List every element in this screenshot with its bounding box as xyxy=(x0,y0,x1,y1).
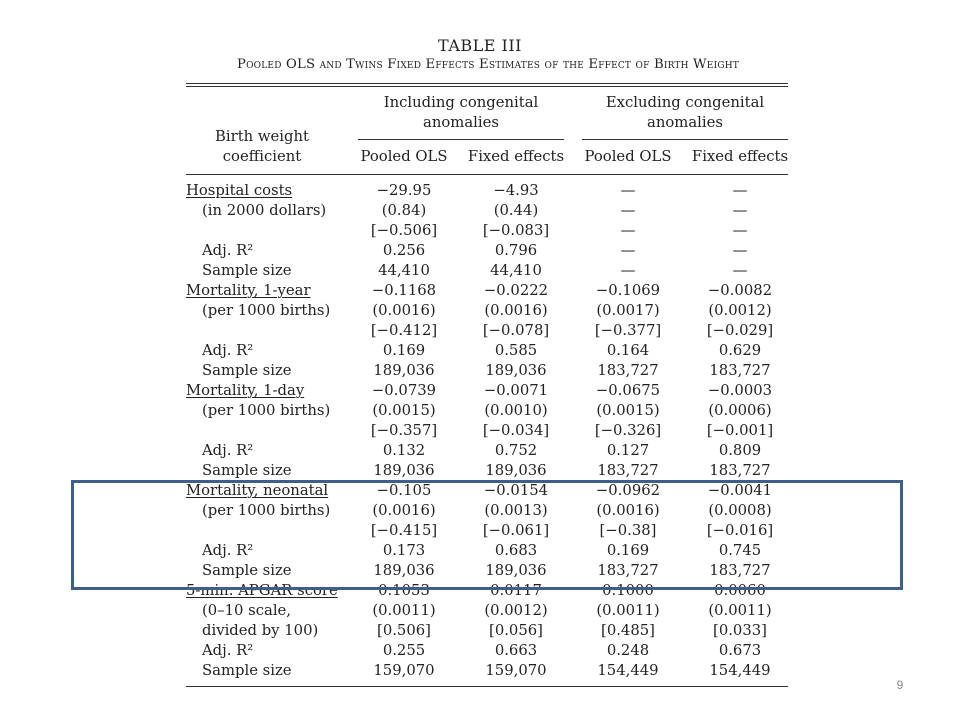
table-cell: (0.0008) xyxy=(708,502,772,519)
table-cell: −0.0739 xyxy=(371,382,437,399)
group-rule-excluding xyxy=(582,139,788,140)
table-cell: 0.745 xyxy=(718,542,762,559)
row-sub-label: Sample size xyxy=(202,262,292,279)
table-cell: 44,410 xyxy=(378,262,430,279)
table-cell: 183,727 xyxy=(709,562,771,579)
column-header-fixed-effects-excl: Fixed effects xyxy=(691,148,789,165)
table-cell: [−0.016] xyxy=(706,522,774,539)
table-cell: −4.93 xyxy=(493,182,539,199)
table-cell: — xyxy=(620,242,636,259)
table-cell: [−0.415] xyxy=(370,522,438,539)
table-subtitle: Pooled OLS and Twins Fixed Effects Estimates of the Effect of Birth Weight xyxy=(237,57,739,72)
table-cell: (0.0013) xyxy=(484,502,548,519)
table-cell: 189,036 xyxy=(485,562,547,579)
table-cell: [−0.377] xyxy=(594,322,662,339)
table-cell: [0.506] xyxy=(377,622,431,639)
table-cell: (0.0015) xyxy=(596,402,660,419)
table-cell: — xyxy=(620,262,636,279)
table-cell: 0.169 xyxy=(606,542,650,559)
table-cell: (0.0012) xyxy=(708,302,772,319)
table-cell: (0.0006) xyxy=(708,402,772,419)
table-cell: [−0.034] xyxy=(482,422,550,439)
row-sub-label: Adj. R² xyxy=(202,442,254,459)
table-cell: 44,410 xyxy=(490,262,542,279)
row-sub-label: Adj. R² xyxy=(202,342,254,359)
table-cell: (0.0015) xyxy=(372,402,436,419)
table-cell: 183,727 xyxy=(709,462,771,479)
table-cell: 0.0060 xyxy=(714,582,766,599)
table-cell: 189,036 xyxy=(373,362,435,379)
table-cell: 154,449 xyxy=(709,662,771,679)
row-sub-label: divided by 100) xyxy=(202,622,319,639)
table-cell: 0.132 xyxy=(382,442,426,459)
bottom-rule xyxy=(186,686,788,687)
table-cell: (0.44) xyxy=(493,202,539,219)
table-cell: [−0.412] xyxy=(370,322,438,339)
row-heading-label: 5-min. APGAR score xyxy=(186,582,338,599)
table-cell: 0.173 xyxy=(382,542,426,559)
table-cell: 0.1053 xyxy=(378,582,430,599)
table-cell: 0.1000 xyxy=(602,582,654,599)
table-cell: 0.809 xyxy=(718,442,762,459)
row-sub-label: Adj. R² xyxy=(202,242,254,259)
table-cell: 0.629 xyxy=(718,342,762,359)
table-cell: 183,727 xyxy=(597,562,659,579)
table-cell: — xyxy=(620,182,636,199)
table-cell: — xyxy=(620,202,636,219)
table-cell: [−0.029] xyxy=(706,322,774,339)
row-sub-label: Adj. R² xyxy=(202,542,254,559)
table-cell: 0.248 xyxy=(606,642,650,659)
table-cell: 0.255 xyxy=(382,642,426,659)
row-sub-label: (per 1000 births) xyxy=(202,302,331,319)
row-heading-label: Mortality, 1-year xyxy=(186,282,311,299)
group-header-including-line1: Including congenital xyxy=(383,94,539,111)
table-cell: [−0.326] xyxy=(594,422,662,439)
row-sub-label: Sample size xyxy=(202,662,292,679)
table-cell: — xyxy=(620,222,636,239)
table-cell: 0.585 xyxy=(494,342,538,359)
table-cell: 189,036 xyxy=(485,362,547,379)
table-cell: (0.0017) xyxy=(596,302,660,319)
table-cell: (0.0016) xyxy=(372,302,436,319)
table-cell: (0.0011) xyxy=(372,602,436,619)
table-cell: 154,449 xyxy=(597,662,659,679)
table-cell: −0.0082 xyxy=(707,282,773,299)
row-sub-label: (per 1000 births) xyxy=(202,502,331,519)
table-cell: 0.752 xyxy=(494,442,538,459)
table-cell: [−0.38] xyxy=(599,522,657,539)
table-cell: 0.796 xyxy=(494,242,538,259)
table-title: TABLE III xyxy=(438,36,522,55)
table-cell: — xyxy=(732,262,748,279)
table-cell: (0.0016) xyxy=(484,302,548,319)
column-header-pooled-ols-excl: Pooled OLS xyxy=(584,148,672,165)
table-cell: 189,036 xyxy=(373,562,435,579)
table-cell: −0.1069 xyxy=(595,282,661,299)
table-cell: −0.0041 xyxy=(707,482,773,499)
table-cell: 0.663 xyxy=(494,642,538,659)
top-rule-2 xyxy=(186,86,788,87)
table-cell: (0.0016) xyxy=(372,502,436,519)
table-cell: (0.0010) xyxy=(484,402,548,419)
table-cell: −0.0962 xyxy=(595,482,661,499)
table-cell: — xyxy=(732,182,748,199)
table-cell: 0.164 xyxy=(606,342,650,359)
table-cell: −0.1168 xyxy=(371,282,437,299)
table-cell: 159,070 xyxy=(485,662,547,679)
table-cell: −0.0071 xyxy=(483,382,549,399)
row-header-line1: Birth weight xyxy=(215,128,309,145)
table-cell: −0.0222 xyxy=(483,282,549,299)
highlight-box xyxy=(71,480,903,590)
table-cell: 183,727 xyxy=(709,362,771,379)
top-rule xyxy=(186,83,788,84)
table-cell: (0.0016) xyxy=(596,502,660,519)
table-cell: 189,036 xyxy=(373,462,435,479)
table-cell: 189,036 xyxy=(485,462,547,479)
row-header-line2: coefficient xyxy=(222,148,302,165)
table-cell: −29.95 xyxy=(376,182,432,199)
table-cell: [−0.061] xyxy=(482,522,550,539)
row-heading-label: Mortality, 1-day xyxy=(186,382,305,399)
table-cell: [0.033] xyxy=(713,622,767,639)
row-sub-label: Sample size xyxy=(202,362,292,379)
table-cell: [−0.083] xyxy=(482,222,550,239)
page-number: 9 xyxy=(896,678,904,692)
group-rule-including xyxy=(358,139,564,140)
table-cell: −0.0675 xyxy=(595,382,661,399)
row-sub-label: (per 1000 births) xyxy=(202,402,331,419)
table-cell: 0.673 xyxy=(718,642,762,659)
table-cell: (0.0011) xyxy=(708,602,772,619)
table-cell: [−0.078] xyxy=(482,322,550,339)
row-heading-label: Hospital costs xyxy=(186,182,293,199)
table-cell: 183,727 xyxy=(597,362,659,379)
table-cell: 0.256 xyxy=(382,242,426,259)
table-cell: −0.0154 xyxy=(483,482,549,499)
table-cell: [−0.506] xyxy=(370,222,438,239)
column-header-pooled-ols-incl: Pooled OLS xyxy=(360,148,448,165)
column-header-fixed-effects-incl: Fixed effects xyxy=(467,148,565,165)
table-cell: (0.0012) xyxy=(484,602,548,619)
table-cell: [0.485] xyxy=(601,622,655,639)
table-cell: −0.105 xyxy=(376,482,432,499)
header-rule xyxy=(186,174,788,175)
table-cell: 183,727 xyxy=(597,462,659,479)
group-header-excluding-line2: anomalies xyxy=(647,114,723,131)
row-sub-label: Sample size xyxy=(202,462,292,479)
table-cell: — xyxy=(732,202,748,219)
group-header-excluding-line1: Excluding congenital xyxy=(605,94,765,111)
table-cell: [−0.357] xyxy=(370,422,438,439)
row-sub-label: Sample size xyxy=(202,562,292,579)
table-cell: [0.056] xyxy=(489,622,543,639)
table-cell: 0.0117 xyxy=(490,582,542,599)
table-cell: 0.683 xyxy=(494,542,538,559)
table-cell: 0.127 xyxy=(606,442,650,459)
table-cell: — xyxy=(732,242,748,259)
table-cell: 0.169 xyxy=(382,342,426,359)
row-sub-label: (in 2000 dollars) xyxy=(202,202,327,219)
table-cell: [−0.001] xyxy=(706,422,774,439)
table-cell: — xyxy=(732,222,748,239)
table-cell: (0.84) xyxy=(381,202,427,219)
row-sub-label: (0–10 scale, xyxy=(202,602,292,619)
row-heading-label: Mortality, neonatal xyxy=(186,482,329,499)
table-cell: 159,070 xyxy=(373,662,435,679)
table-cell: (0.0011) xyxy=(596,602,660,619)
group-header-including-line2: anomalies xyxy=(423,114,499,131)
row-sub-label: Adj. R² xyxy=(202,642,254,659)
table-cell: −0.0003 xyxy=(707,382,773,399)
